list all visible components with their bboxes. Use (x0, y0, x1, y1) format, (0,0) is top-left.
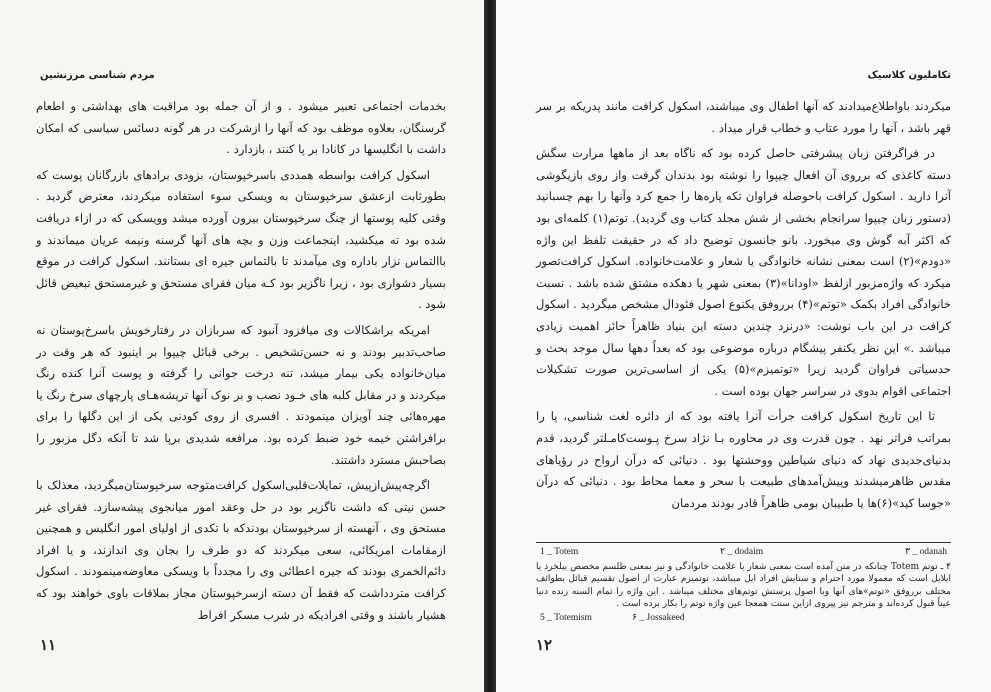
footnote-text: ۴ ـ توتم Totem چنانکه در متن آمده است بمعنی شعار یا علامت خانوادگی و نیز بمعنی طلسم مخصص بیلخرد یا ایلایل است که معمولا مورد احترام و ستایش افراد ایل میباشد، توتمیزم عبارت از اصول تقسیم قبائل بطوائف مختلف برروفق «توتم»های آنها وبا اصول پرستش توتم‌های مختلف میباشد . این واژه را تمام السنه زنده دنیا عیناً قبول کرده‌اند و مترجم نیز پیروی ازاین سنت همعجا عین واژه توتم را بکار برده است . (536, 561, 951, 610)
left-page (0, 0, 484, 692)
paragraph: تا این تاریخ اسکول کرافت جرأت آنرا یافته بود که از دائره لغت شناسی، پا را بمراتب فراتر نهد . چون قدرت وی در محاوره بـا نژاد سرخ پـوست‌کامـلتر گردید، قدم بدنیای‌جدیدی نهاد که دنیای شیاطین ووحشتها بود . دنیائی که درآن ارواح در رؤیاهای مقدس ظاهرمیشدند وپیش‌آمدهای طبیعت با سحر و معما محاط بود . دنیائی که درآن «جوسا کید»(۶)ها یا طبیبان بومی ظاهراً قادر بودند مردمان (536, 409, 951, 510)
running-head: تکاملیون کلاسیک (867, 70, 951, 81)
body-text (36, 96, 446, 630)
footnote-labels (536, 546, 951, 559)
paragraph: بخدمات اجتماعی تعبیر میشود . و از آن جمله بود مراقبت های بهداشتی و اطعام گرسنگان، بعلاوه موظف بود که آنها را ازشرکت در هر گونه دسائس سیاسی که امکان داشت با انگلیسها در کانادا بر پا کنند ، بازدارد . (36, 99, 446, 157)
footnote-label: ۲ _ dodaim (720, 547, 764, 557)
paragraph: اسکول کرافت بواسطه همددی باسرخپوستان، بزودی برادهای بازرگانان پوست که بطورثابت ازعشق سرخپوستان به ویسکی سوء استفاده میکردند، معترض گردید . وقتی کلیه پوستها از چنگ سرخپوستان بیرون آورده میشد وویسکی که در ازاء دریافت شده بود ته میکشید، اینجماعت وزن و بچه های آنها گرسنه ونیمه عریان میماندند و باالتماس نزار باداره وی میآمدند تا بالتماس جیره ای بستانند. اسکول کرافت در موقع بسیار دشواری بود ، زیرا ناگزیر بود کـه میان فقرای مستحق و غیرمستحق تبعیض قائل شود . (36, 167, 446, 312)
footnote-label: 1 _ Totem (540, 547, 579, 557)
body-text (536, 96, 951, 518)
running-head: مردم شناسی مرزنشین (40, 70, 155, 81)
right-page (496, 0, 991, 692)
footnote-divider (536, 542, 951, 543)
book-gutter (484, 0, 496, 692)
paragraph: در فراگرفتن زبان پیشرفتی حاصل کرده بود که ناگاه بعد از ماهها مرارت سگش دسته کاغذی که برروی آن افعال چیپوا را نوشته بود بدندان گرفت واز روی بازیگوشی آنرا دارید . اسکول کرافت باحوصله فراوان تکه پاره‌ها را جمع کرد وآنها را بهم چسبانید (دستور زبان چیپوا سرانجام بخشی از شش مجلد کتاب وی گردید). توتم(۱) کلمه‌ای بود که اکثر آبه گوش وی میخورد. بانو جانسون توضیح داد که در حقیقت تلفظ این واژه «دودم»(۲) است بمعنی نشانه خانوادگی یا شعار و علامت‌خانواده. اسکول کرافت‌تصور میکرد که واژه‌مزبور ازلفظ «اودانا»(۳) بمعنی شهر یا دهکده مشتق شده باشد . نسبت خانوادگی افراد بکمک «توتم»(۴) برروفق یکنوع اصول فئودال مشخص میگردید . اسکول کرافت در این باب نوشت: «درنزد چندین دسته این بنیاد ظاهراً حائز اهمیت زیادی میباشد .» این نظر یکنفر پیشگام درباره موضوعی بود که بعداً دهها سال موجد بحث و حدسیاتی فراوان گردید زیرا «توتمیزم»(۵) یکی از اساسی‌ترین صورت تشکیلات اجتماعی اقوام بدوی در سراسر جهان بوده است . (536, 146, 952, 398)
footnote-label: ۶ _ Jossakeed (631, 612, 685, 623)
paragraph: میکردند باواطلاع‌میدادند که آنها اطفال وی میباشند، اسکول کرافت مانند پدریکه بر سر قهر باشد ، آنها را مورد عتاب و خطاب قرار میداد . (536, 99, 951, 135)
footnote-labels (536, 612, 951, 625)
page-number: ۱۲ (536, 636, 553, 654)
page-number: ۱۱ (40, 636, 57, 654)
footnote-label: 5 _ Totemism (540, 612, 592, 623)
paragraph: اگرچه‌پیش‌ازپیش، تمایلات‌قلبی‌اسکول کرافت‌متوجه سرخپوستان‌میگردید، معذلک با حسن نیتی که داشت ناگزیر بود در حل وعقد امور میانجوی پیشه‌سازد. فقرای غیر مستحق وی ، آنهسته از سرخپوستان بودندکه با تکدی از اولیای امور انگلیس و همچنین ازمقامات امریکائی، سعی میکردند که دو طرف را بجان وی اندازند، و یا افراد دائم‌الخمری بودند که جیره اعطائی وی را مجدداً با ویسکی معاوضه‌مینمودند . اسکول کرافت متردداشت که فقط آن دسته ازسرخپوستان مجاز بملاقات باوی خواهند بود که هشیار باشند و وقتی افرادیکه در شرب مسکر افراط (36, 478, 446, 622)
footnote-label: ۳ _ odanah (904, 547, 947, 557)
paragraph: امریکه براشکالات وی میافزود آنبود که سربازان در رفتارخویش باسرخ‌پوستان نه صاحب‌تدبیر بودند و نه حسن‌تشخیص . برخی قبائل چیپوا بر اینبود که هر وقت در میان‌خانواده یکی بیمار میشد، تنه درخت جوانی را گرفته و پوست آنرا کنده رنگ میکردند و در مقابل کلبه های خـود نصب و بر نوک آنها تریشه‌هـای پارچهای سرخ رنگ یا مهره‌هائی چند آویزان مینمودند . افسری از روی کودنی یکی از این دگلها را برای برافراشتن خیمه خود ضبط کرده بود. مرافعه شدیدی برپا شد تا آنکه دگل مزبور را بصاحبش مسترد داشتند. (36, 322, 446, 467)
footnotes (536, 546, 951, 625)
